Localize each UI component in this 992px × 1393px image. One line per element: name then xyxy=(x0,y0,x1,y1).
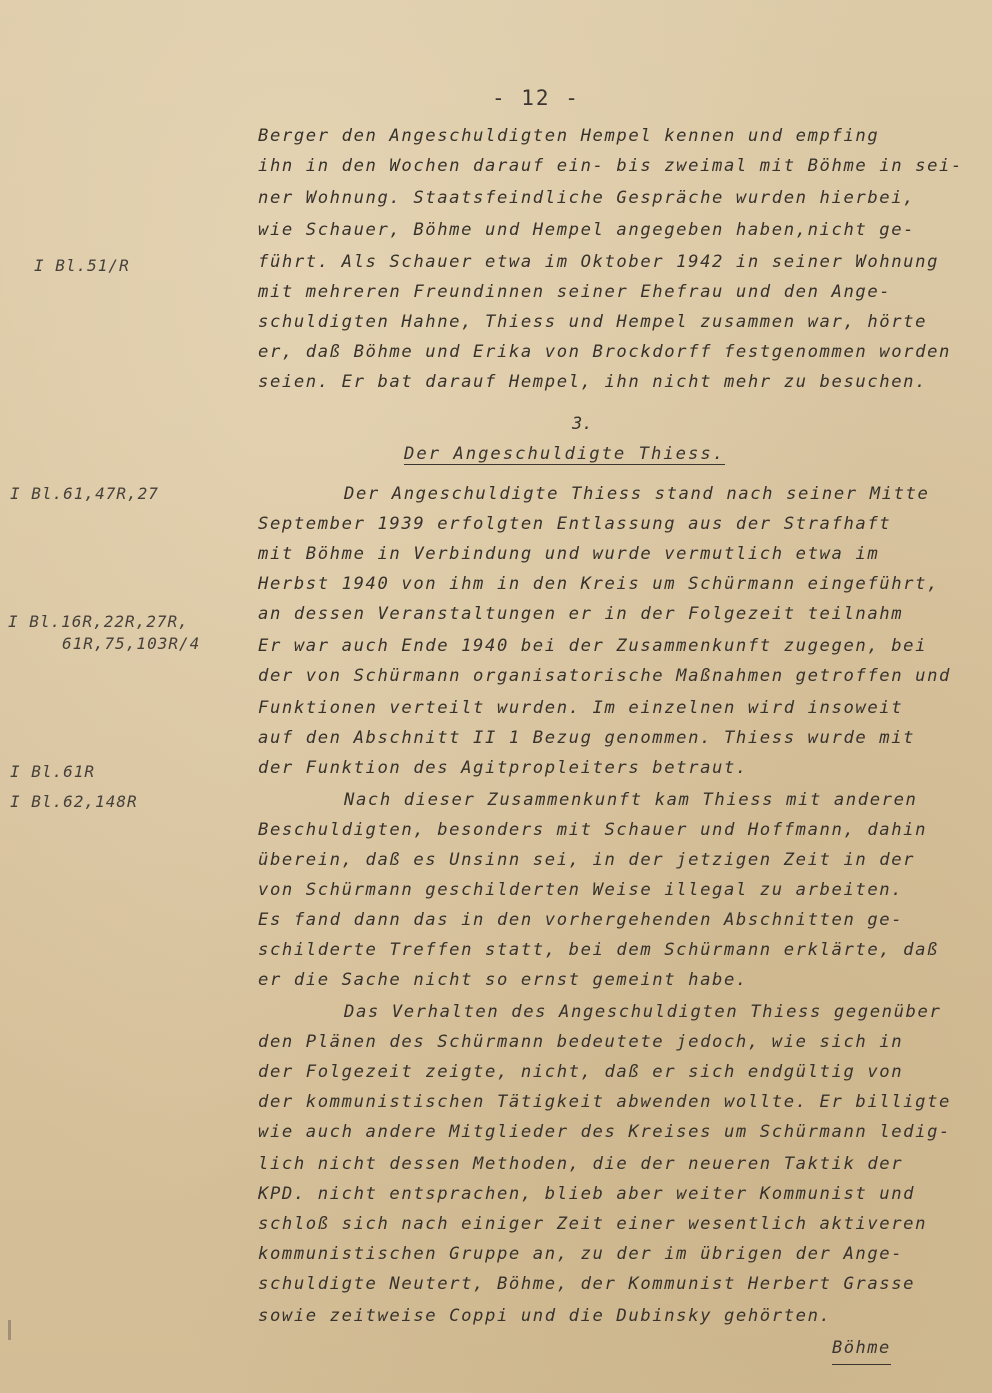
text-line: Das Verhalten des Angeschuldigten Thiess gegenüber xyxy=(344,1002,942,1022)
text-line: lich nicht dessen Methoden, die der neueren Taktik der xyxy=(258,1154,904,1174)
text-line: Nach dieser Zusammenkunft kam Thiess mit anderen xyxy=(344,790,918,810)
text-line: schilderte Treffen statt, bei dem Schürmann erklärte, daß xyxy=(258,940,940,960)
text-line: ner Wohnung. Staatsfeindliche Gespräche wurden hierbei, xyxy=(258,188,916,208)
text-line: kommunistischen Gruppe an, zu der im übrigen der Ange- xyxy=(258,1244,904,1264)
section-number: 3. xyxy=(572,414,593,434)
margin-reference: 61R,75,103R/4 xyxy=(62,634,201,653)
text-line: wie Schauer, Böhme und Hempel angegeben haben,nicht ge- xyxy=(258,220,916,240)
text-line: auf den Abschnitt II 1 Bezug genommen. Thiess wurde mit xyxy=(258,728,916,748)
text-line: von Schürmann geschilderten Weise illegal zu arbeiten. xyxy=(258,880,904,900)
margin-reference: I Bl.61R xyxy=(10,762,96,781)
text-line: führt. Als Schauer etwa im Oktober 1942 in seiner Wohnung xyxy=(258,252,940,272)
text-line: der kommunistischen Tätigkeit abwenden wollte. Er billigte xyxy=(258,1092,951,1112)
text-line: seien. Er bat darauf Hempel, ihn nicht mehr zu besuchen. xyxy=(258,372,928,392)
edge-mark xyxy=(8,1320,11,1340)
text-line: wie auch andere Mitglieder des Kreises um Schürmann ledig- xyxy=(258,1122,951,1142)
text-line: Berger den Angeschuldigten Hempel kennen und empfing xyxy=(258,126,880,146)
page-number: - 12 - xyxy=(492,86,580,110)
text-line: Er war auch Ende 1940 bei der Zusammenkunft zugegen, bei xyxy=(258,636,928,656)
text-line: Der Angeschuldigte Thiess stand nach seiner Mitte xyxy=(344,484,930,504)
text-line: der von Schürmann organisatorische Maßnahmen getroffen und xyxy=(258,666,951,686)
margin-reference: I Bl.51/R xyxy=(34,256,130,275)
text-line: an dessen Veranstaltungen er in der Folgezeit teilnahm xyxy=(258,604,904,624)
section-heading: Der Angeschuldigte Thiess. xyxy=(404,444,726,464)
text-line: Beschuldigten, besonders mit Schauer und Hoffmann, dahin xyxy=(258,820,928,840)
text-line: der Funktion des Agitpropleiters betraut. xyxy=(258,758,748,778)
text-line: ihn in den Wochen darauf ein- bis zweimal mit Böhme in sei- xyxy=(258,156,963,176)
text-line: der Folgezeit zeigte, nicht, daß er sich endgültig von xyxy=(258,1062,904,1082)
text-line: Es fand dann das in den vorhergehenden Abschnitten ge- xyxy=(258,910,904,930)
text-line: mit mehreren Freundinnen seiner Ehefrau und den Ange- xyxy=(258,282,892,302)
text-line: überein, daß es Unsinn sei, in der jetzigen Zeit in der xyxy=(258,850,916,870)
text-line: schloß sich nach einiger Zeit einer wesentlich aktiveren xyxy=(258,1214,928,1234)
text-line: September 1939 erfolgten Entlassung aus der Strafhaft xyxy=(258,514,892,534)
text-line: er die Sache nicht so ernst gemeint habe. xyxy=(258,970,748,990)
text-line: sowie zeitweise Coppi und die Dubinsky gehörten. xyxy=(258,1306,832,1326)
text-line: mit Böhme in Verbindung und wurde vermutlich etwa im xyxy=(258,544,880,564)
text-line: schuldigten Hahne, Thiess und Hempel zusammen war, hörte xyxy=(258,312,928,332)
margin-reference: I Bl.62,148R xyxy=(10,792,138,811)
text-line: KPD. nicht entsprachen, blieb aber weiter Kommunist und xyxy=(258,1184,916,1204)
text-line: er, daß Böhme und Erika von Brockdorff festgenommen worden xyxy=(258,342,951,362)
catchword: Böhme xyxy=(832,1338,891,1365)
text-line: Herbst 1940 von ihm in den Kreis um Schürmann eingeführt, xyxy=(258,574,940,594)
text-line: schuldigte Neutert, Böhme, der Kommunist Herbert Grasse xyxy=(258,1274,916,1294)
margin-reference: I Bl.16R,22R,27R, xyxy=(8,612,189,631)
text-line: Funktionen verteilt wurden. Im einzelnen wird insoweit xyxy=(258,698,904,718)
margin-reference: I Bl.61,47R,27 xyxy=(10,484,159,503)
text-line: den Plänen des Schürmann bedeutete jedoch, wie sich in xyxy=(258,1032,904,1052)
